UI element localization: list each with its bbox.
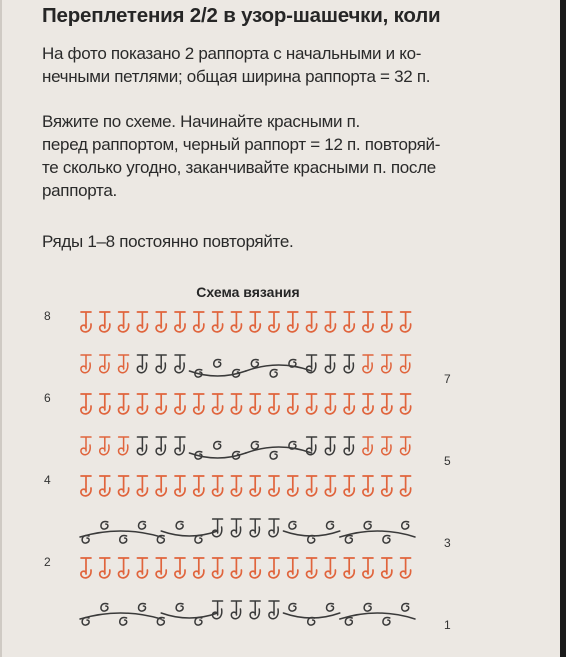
crossed-stitch-symbol xyxy=(231,476,241,496)
chain-loop-symbol xyxy=(289,521,296,529)
crossed-stitch-symbol xyxy=(119,312,129,332)
crossed-stitch-symbol xyxy=(363,476,373,496)
row-number: 2 xyxy=(44,555,51,569)
stitch-symbol xyxy=(363,355,373,373)
text-line: Ряды 1–8 постоянно повторяйте. xyxy=(42,232,294,251)
text-line: На фото показано 2 раппорта с начальными и ко- xyxy=(42,44,422,63)
crossed-stitch-symbol xyxy=(307,476,317,496)
text-line: Вяжите по схеме. Начинайте красными п. xyxy=(42,112,360,131)
chart-row xyxy=(44,309,411,332)
stitch-symbol xyxy=(401,355,411,373)
stitch-symbol xyxy=(325,355,335,373)
stitch-symbol xyxy=(137,355,147,373)
diagram-caption: Схема вязания xyxy=(196,284,300,300)
stitch-symbol xyxy=(269,519,279,537)
stitch-symbol xyxy=(100,355,110,373)
stitch-symbol xyxy=(175,355,185,373)
connecting-arc xyxy=(283,531,339,536)
paragraph-repeat-width xyxy=(42,42,552,88)
connecting-arc xyxy=(246,447,312,453)
chain-loop-symbol xyxy=(120,535,127,543)
chain-loop-symbol xyxy=(402,521,409,529)
crossed-stitch-symbol xyxy=(250,394,260,414)
chain-loop-symbol xyxy=(251,441,258,449)
stitch-symbol xyxy=(100,437,110,455)
crossed-stitch-symbol xyxy=(81,476,91,496)
stitch-symbol xyxy=(363,437,373,455)
crossed-stitch-symbol xyxy=(156,312,166,332)
stitch-symbol xyxy=(175,437,185,455)
crossed-stitch-symbol xyxy=(250,558,260,578)
text-line: перед раппортом, черный раппорт = 12 п. повторяй- xyxy=(42,135,441,154)
crossed-stitch-symbol xyxy=(325,312,335,332)
chart-row xyxy=(44,555,411,578)
crossed-stitch-symbol xyxy=(363,394,373,414)
crossed-stitch-symbol xyxy=(382,312,392,332)
connecting-arc xyxy=(161,613,217,618)
chain-loop-symbol xyxy=(251,359,258,367)
text-line: раппорта. xyxy=(42,181,117,200)
crossed-stitch-symbol xyxy=(325,394,335,414)
crossed-stitch-symbol xyxy=(175,394,185,414)
row-number: 8 xyxy=(44,309,51,323)
chain-loop-symbol xyxy=(345,617,352,625)
stitch-symbol xyxy=(137,437,147,455)
crossed-stitch-symbol xyxy=(401,558,411,578)
crossed-stitch-symbol xyxy=(325,476,335,496)
crossed-stitch-symbol xyxy=(213,394,223,414)
stitch-symbol xyxy=(382,355,392,373)
crossed-stitch-symbol xyxy=(288,476,298,496)
chain-loop-symbol xyxy=(176,603,183,611)
stitch-symbol xyxy=(250,519,260,537)
crossed-stitch-symbol xyxy=(269,558,279,578)
crossed-stitch-symbol xyxy=(269,476,279,496)
stitch-symbol xyxy=(382,437,392,455)
crossed-stitch-symbol xyxy=(401,394,411,414)
crossed-stitch-symbol xyxy=(269,312,279,332)
chain-loop-symbol xyxy=(195,535,202,543)
chart-row xyxy=(81,437,451,468)
chain-loop-symbol xyxy=(101,603,108,611)
connecting-arc xyxy=(161,531,217,536)
stitch-symbol xyxy=(269,601,279,619)
stitch-symbol xyxy=(81,437,91,455)
chart-row xyxy=(44,473,411,496)
chain-loop-symbol xyxy=(139,603,146,611)
connecting-arc xyxy=(246,365,312,371)
crossed-stitch-symbol xyxy=(382,476,392,496)
stitch-symbol xyxy=(250,601,260,619)
row-number: 1 xyxy=(444,618,451,632)
chart-row xyxy=(81,355,451,386)
stitch-symbol xyxy=(156,355,166,373)
crossed-stitch-symbol xyxy=(156,558,166,578)
chart-row xyxy=(80,519,451,550)
chain-loop-symbol xyxy=(214,441,221,449)
chain-loop-symbol xyxy=(270,369,277,377)
crossed-stitch-symbol xyxy=(307,558,317,578)
crossed-stitch-symbol xyxy=(288,394,298,414)
chain-loop-symbol xyxy=(402,603,409,611)
crossed-stitch-symbol xyxy=(344,476,354,496)
crossed-stitch-symbol xyxy=(137,558,147,578)
crossed-stitch-symbol xyxy=(231,394,241,414)
crossed-stitch-symbol xyxy=(213,558,223,578)
stitch-symbol xyxy=(325,437,335,455)
crossed-stitch-symbol xyxy=(137,476,147,496)
crossed-stitch-symbol xyxy=(137,312,147,332)
stitch-symbol xyxy=(213,601,223,619)
stitch-symbol xyxy=(156,437,166,455)
crossed-stitch-symbol xyxy=(250,476,260,496)
row-number: 5 xyxy=(444,454,451,468)
row-number: 4 xyxy=(44,473,51,487)
crossed-stitch-symbol xyxy=(344,312,354,332)
crossed-stitch-symbol xyxy=(269,394,279,414)
crossed-stitch-symbol xyxy=(156,394,166,414)
crossed-stitch-symbol xyxy=(382,394,392,414)
chain-loop-symbol xyxy=(364,521,371,529)
chart-row xyxy=(44,391,411,414)
chain-loop-symbol xyxy=(383,535,390,543)
crossed-stitch-symbol xyxy=(231,558,241,578)
crossed-stitch-symbol xyxy=(119,394,129,414)
crossed-stitch-symbol xyxy=(194,394,204,414)
crossed-stitch-symbol xyxy=(307,394,317,414)
chain-loop-symbol xyxy=(364,603,371,611)
crossed-stitch-symbol xyxy=(175,312,185,332)
crossed-stitch-symbol xyxy=(175,476,185,496)
crossed-stitch-symbol xyxy=(100,476,110,496)
crossed-stitch-symbol xyxy=(119,476,129,496)
crossed-stitch-symbol xyxy=(288,312,298,332)
chain-loop-symbol xyxy=(345,535,352,543)
stitch-symbol xyxy=(231,519,241,537)
chain-loop-symbol xyxy=(327,603,334,611)
crossed-stitch-symbol xyxy=(81,312,91,332)
crossed-stitch-symbol xyxy=(194,558,204,578)
crossed-stitch-symbol xyxy=(382,558,392,578)
row-number: 7 xyxy=(444,372,451,386)
crossed-stitch-symbol xyxy=(363,558,373,578)
crossed-stitch-symbol xyxy=(156,476,166,496)
chain-loop-symbol xyxy=(176,521,183,529)
crossed-stitch-symbol xyxy=(288,558,298,578)
crossed-stitch-symbol xyxy=(231,312,241,332)
crossed-stitch-symbol xyxy=(363,312,373,332)
paragraph-repeat-rows xyxy=(42,230,552,253)
crossed-stitch-symbol xyxy=(250,312,260,332)
chain-loop-symbol xyxy=(383,617,390,625)
chain-loop-symbol xyxy=(195,617,202,625)
stitch-symbol xyxy=(401,437,411,455)
row-number: 6 xyxy=(44,391,51,405)
stitch-symbol xyxy=(119,355,129,373)
connecting-arc xyxy=(283,613,339,618)
paragraph-instructions xyxy=(42,110,552,202)
chain-loop-symbol xyxy=(101,521,108,529)
crossed-stitch-symbol xyxy=(213,312,223,332)
crossed-stitch-symbol xyxy=(81,558,91,578)
crossed-stitch-symbol xyxy=(344,558,354,578)
crossed-stitch-symbol xyxy=(119,558,129,578)
crossed-stitch-symbol xyxy=(213,476,223,496)
stitch-symbol xyxy=(344,437,354,455)
crossed-stitch-symbol xyxy=(307,312,317,332)
crossed-stitch-symbol xyxy=(175,558,185,578)
stitch-symbol xyxy=(213,519,223,537)
chain-loop-symbol xyxy=(139,521,146,529)
chain-loop-symbol xyxy=(214,359,221,367)
chain-loop-symbol xyxy=(120,617,127,625)
crossed-stitch-symbol xyxy=(100,312,110,332)
knitting-chart xyxy=(0,300,560,657)
crossed-stitch-symbol xyxy=(137,394,147,414)
crossed-stitch-symbol xyxy=(194,476,204,496)
stitch-symbol xyxy=(81,355,91,373)
crossed-stitch-symbol xyxy=(194,312,204,332)
page-title: Переплетения 2/2 в узор-шашечки, коли xyxy=(42,4,441,27)
text-line: те сколько угодно, заканчивайте красными п. после xyxy=(42,158,436,177)
crossed-stitch-symbol xyxy=(344,394,354,414)
chart-row xyxy=(80,601,451,632)
crossed-stitch-symbol xyxy=(325,558,335,578)
crossed-stitch-symbol xyxy=(100,558,110,578)
text-line: нечными петлями; общая ширина раппорта = 32 п. xyxy=(42,67,431,86)
crossed-stitch-symbol xyxy=(401,476,411,496)
stitch-symbol xyxy=(231,601,241,619)
stitch-symbol xyxy=(119,437,129,455)
chain-loop-symbol xyxy=(270,451,277,459)
stitch-symbol xyxy=(344,355,354,373)
chain-loop-symbol xyxy=(327,521,334,529)
crossed-stitch-symbol xyxy=(401,312,411,332)
crossed-stitch-symbol xyxy=(81,394,91,414)
crossed-stitch-symbol xyxy=(100,394,110,414)
row-number: 3 xyxy=(444,536,451,550)
chain-loop-symbol xyxy=(289,603,296,611)
